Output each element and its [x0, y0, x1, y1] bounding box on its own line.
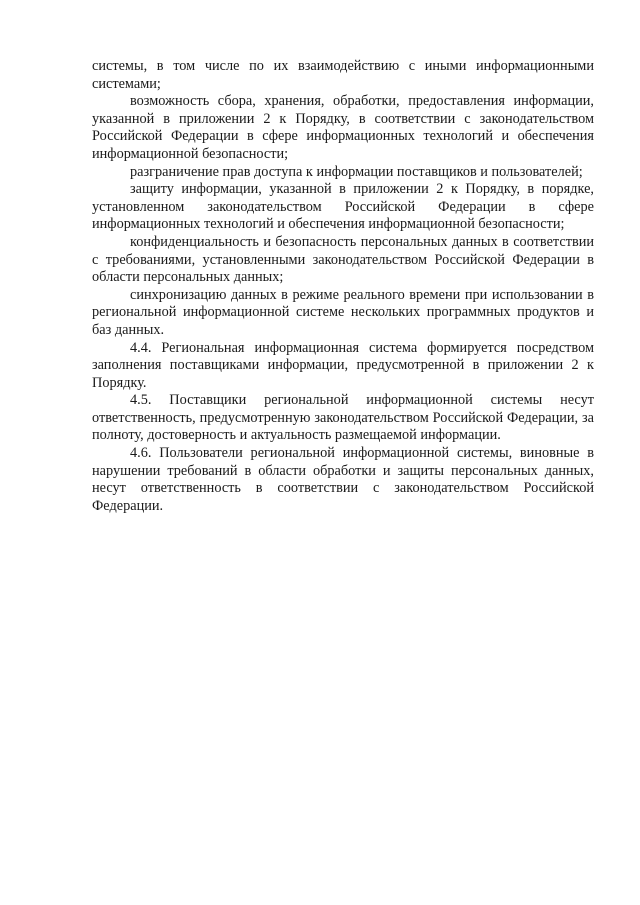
paragraph-information-protection: защиту информации, указанной в приложении 2 к Порядку, в порядке, установленном законодательством Российской Федерации в сфере информационных технологий и обеспечения информационной безопасности;: [92, 181, 594, 233]
paragraph-systems-interaction: системы, в том числе по их взаимодействию с иными информационными системами;: [92, 58, 594, 92]
paragraph-personal-data-confidentiality: конфиденциальность и безопасность персональных данных в соответствии с требованиями, установленными законодательством Российской Федерации в области персональных данных;: [92, 233, 594, 286]
paragraph-clause-4-6: 4.6. Пользователи региональной информационной системы, виновные в нарушении требований в области обработки и защиты персональных данных, несут ответственность в соответствии с законодательством Российской Федерации.: [92, 445, 594, 514]
paragraph-data-collection: возможность сбора, хранения, обработки, предоставления информации, указанной в приложении 2 к Порядку, в соответствии с законодательством Российской Федерации в сфере информационных технологий и обеспечения информационной безопасности;: [92, 93, 594, 162]
paragraph-data-synchronization: синхронизацию данных в режиме реального времени при использовании в региональной информационной системе нескольких программных продуктов и баз данных.: [92, 286, 594, 338]
paragraph-access-rights: разграничение прав доступа к информации поставщиков и пользователей;: [130, 163, 583, 180]
paragraph-clause-4-5: 4.5. Поставщики региональной информационной системы несут ответственность, предусмотренную законодательством Российской Федерации, за полноту, достоверность и актуальность размещаемой информации.: [92, 392, 594, 444]
document-page: [92, 58, 594, 515]
paragraph-clause-4-4: 4.4. Региональная информационная система формируется посредством заполнения поставщиками информации, предусмотренной в приложении 2 к Порядку.: [92, 339, 594, 391]
